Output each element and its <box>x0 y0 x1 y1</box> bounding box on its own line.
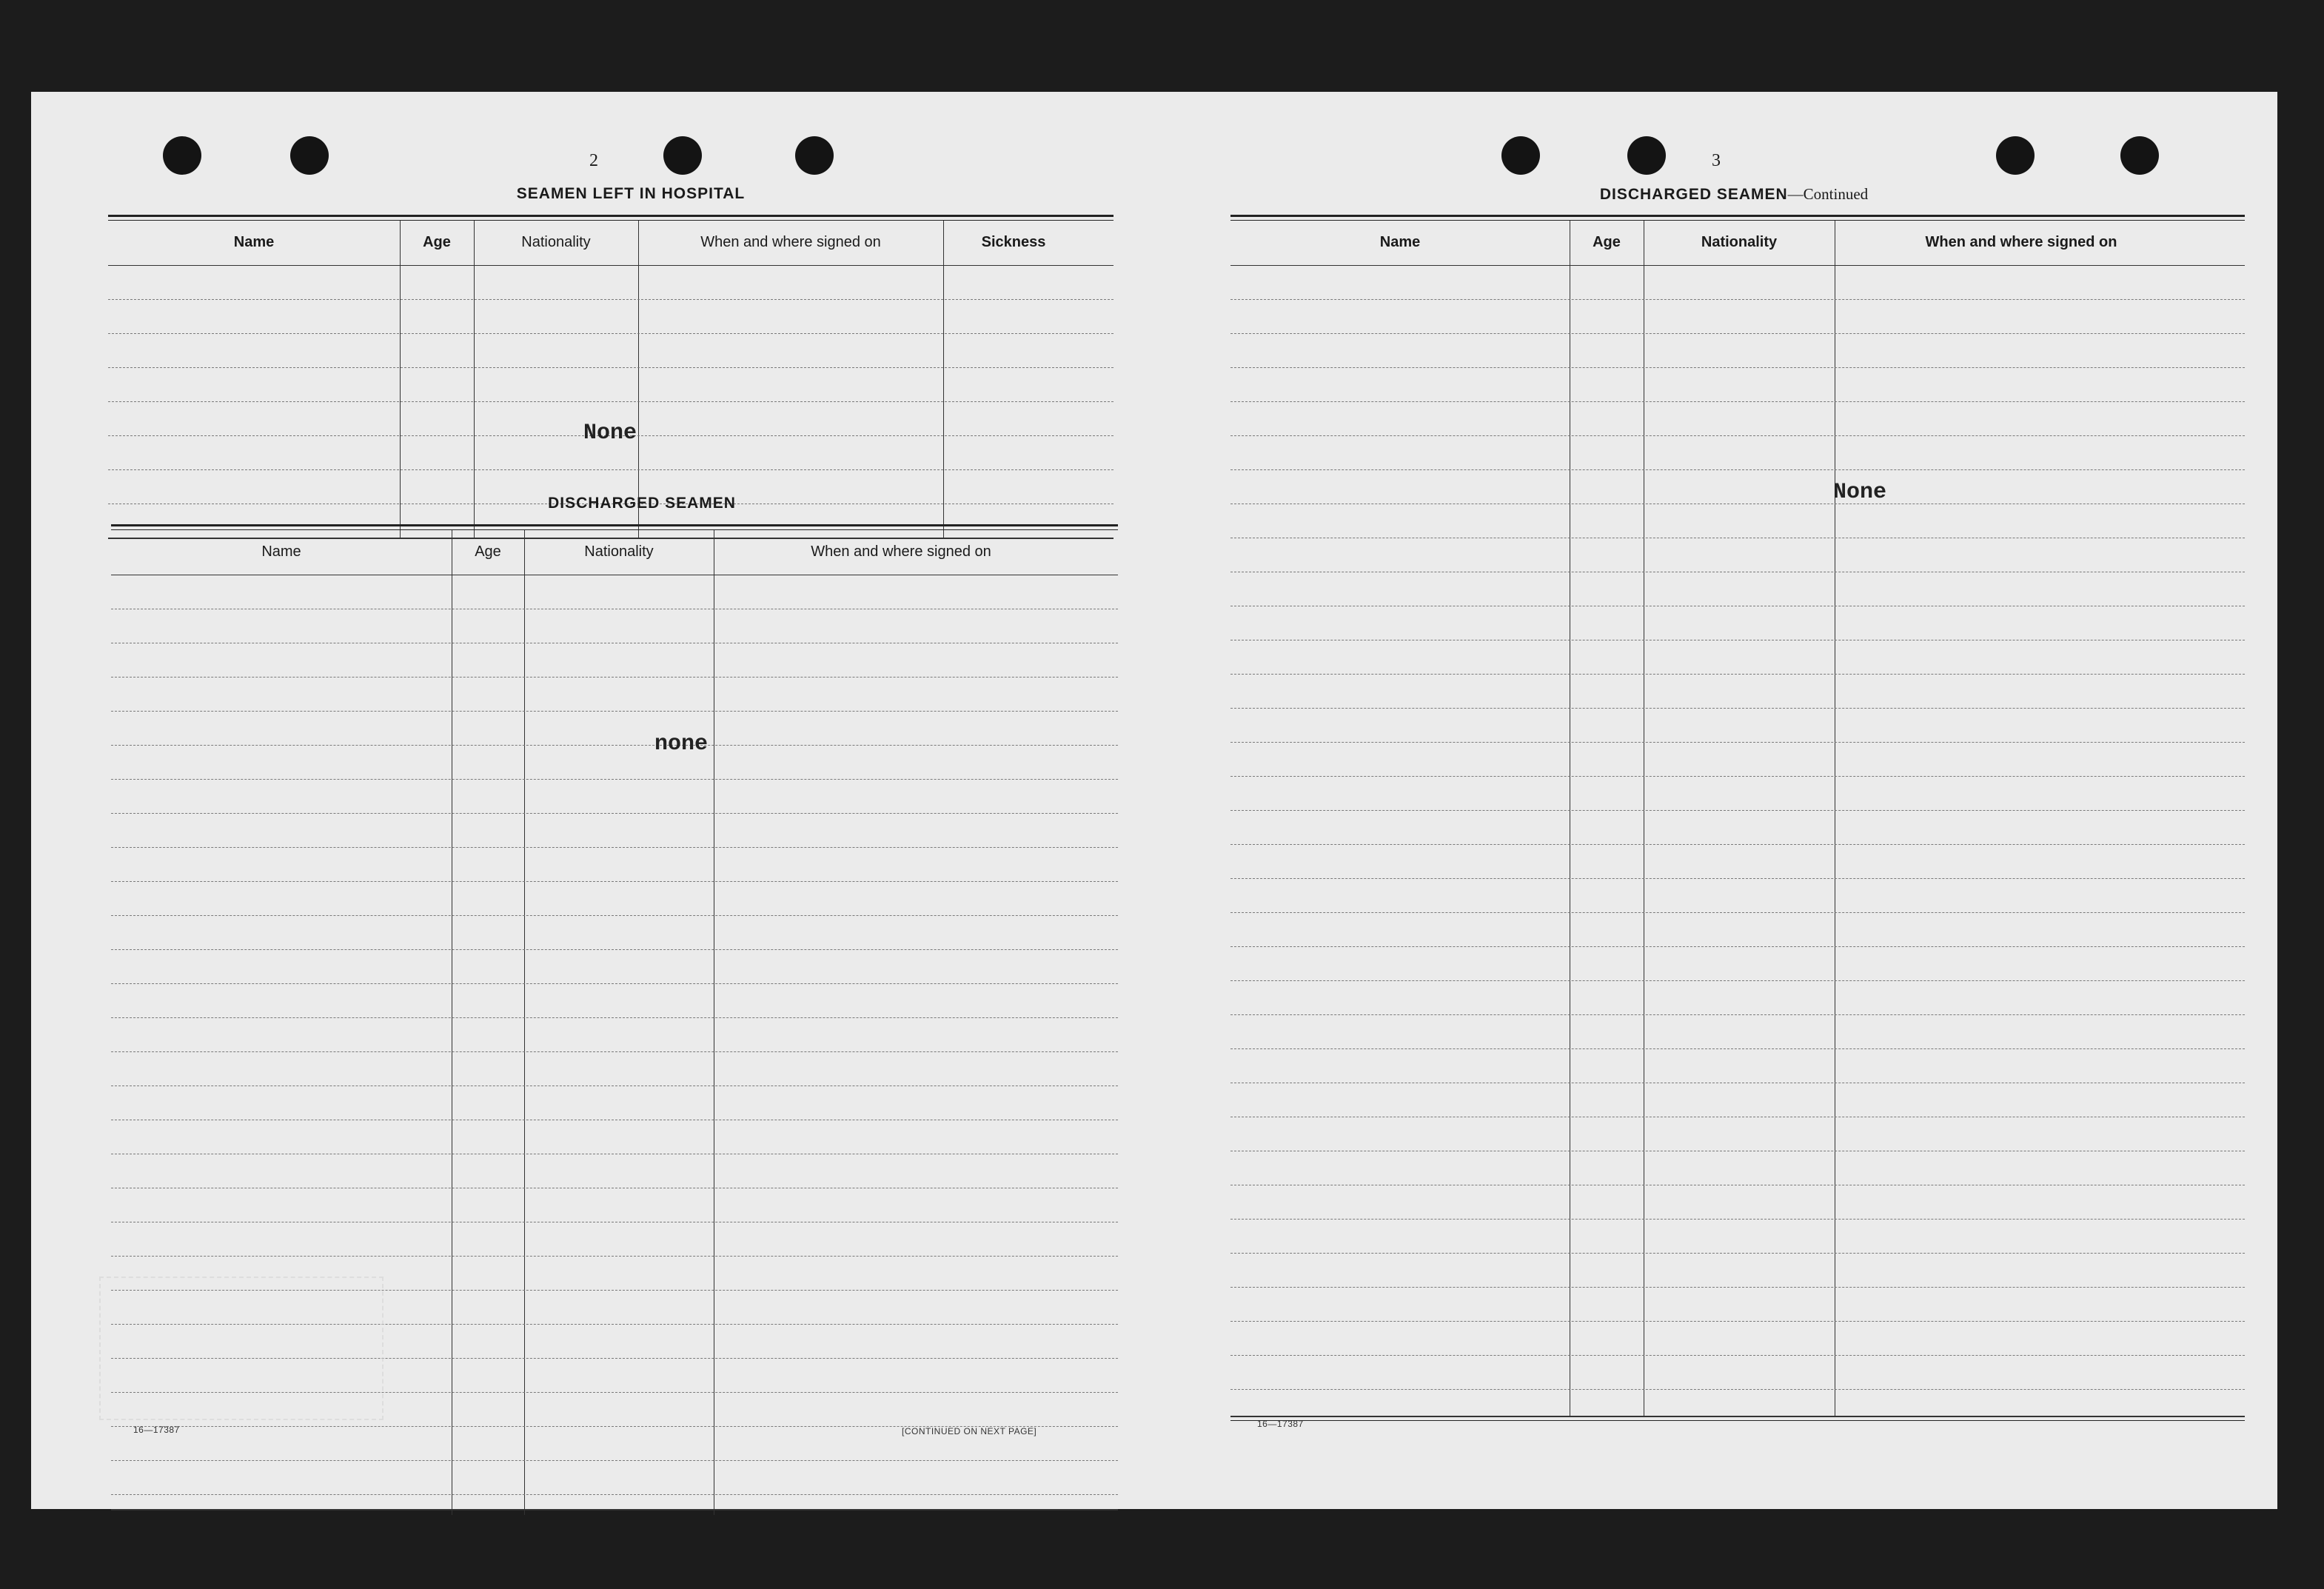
punch-hole <box>163 136 201 175</box>
column-header-age: Age <box>423 234 451 250</box>
continued-note: [CONTINUED ON NEXT PAGE] <box>902 1426 1037 1436</box>
column-header-name: Name <box>233 234 275 250</box>
punch-hole <box>1501 136 1540 175</box>
faded-stamp <box>99 1277 384 1420</box>
discharged-continued-title <box>1438 185 2030 204</box>
form-number: 16—17387 <box>133 1425 180 1435</box>
punch-hole <box>1627 136 1666 175</box>
section-title-text: DISCHARGED SEAMEN <box>1599 186 1788 203</box>
page-number: 2 <box>589 151 598 170</box>
column-header-signed-on: When and where signed on <box>1925 234 2117 250</box>
column-header-name: Name <box>1379 234 1421 250</box>
column-header-signed-on: When and where signed on <box>700 234 881 250</box>
column-header-signed-on: When and where signed on <box>811 543 991 560</box>
discharged-continued-entry-none: None <box>1833 480 1887 505</box>
hospital-entry-none: None <box>583 421 637 446</box>
punch-hole <box>795 136 834 175</box>
column-header-age: Age <box>1593 234 1621 250</box>
column-header-name: Name <box>261 543 301 560</box>
punch-hole <box>290 136 329 175</box>
form-number: 16—17387 <box>1257 1419 1304 1429</box>
hospital-table <box>108 215 1114 570</box>
document-sheet <box>31 92 2277 1509</box>
discharged-continued-table <box>1230 215 2245 1436</box>
column-header-age: Age <box>475 543 501 560</box>
column-header-sickness: Sickness <box>981 234 1046 250</box>
punch-hole <box>663 136 702 175</box>
punch-hole <box>1996 136 2035 175</box>
discharged-entry-none: none <box>654 732 709 757</box>
punch-hole <box>2120 136 2159 175</box>
column-header-nationality: Nationality <box>1701 234 1778 250</box>
hospital-section-title: SEAMEN LEFT IN HOSPITAL <box>516 185 746 202</box>
column-header-nationality: Nationality <box>521 234 591 250</box>
discharged-section-title: DISCHARGED SEAMEN <box>548 495 736 512</box>
column-header-nationality: Nationality <box>584 543 654 560</box>
section-title-suffix: —Continued <box>1787 185 1869 203</box>
page-number: 3 <box>1712 151 1721 170</box>
